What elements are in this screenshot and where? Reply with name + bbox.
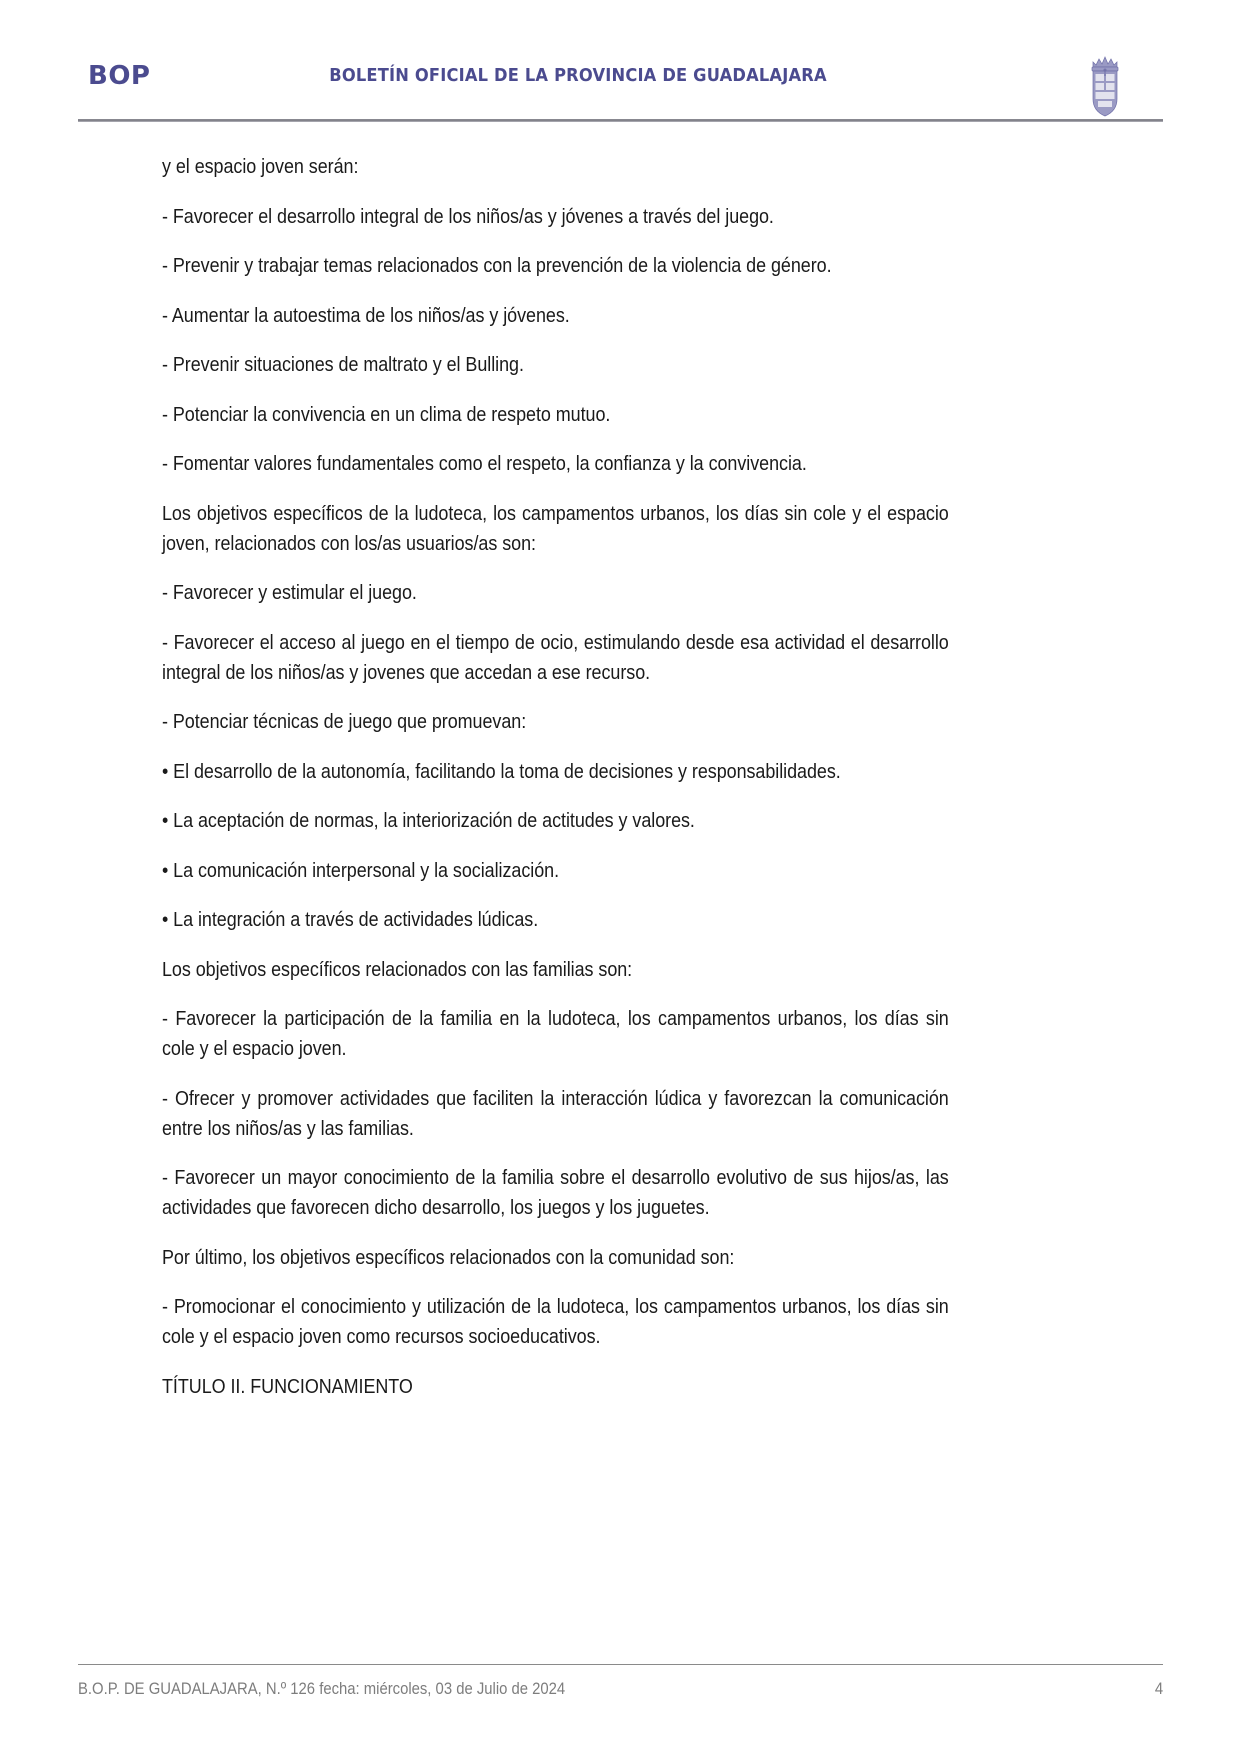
footer-page-number: 4 — [1154, 1679, 1163, 1698]
paragraph: - Favorecer la participación de la familia en la ludoteca, los campamentos urbanos, los días sin cole y el espacio joven. — [162, 1008, 949, 1060]
coat-of-arms-icon — [1085, 53, 1125, 119]
paragraph: Los objetivos específicos de la ludoteca, los campamentos urbanos, los días sin cole y el espacio joven, relacionados con los/as usuarios/as son: — [162, 502, 949, 555]
paragraph: - Aumentar la autoestima de los niños/as y jóvenes. — [162, 304, 570, 327]
paragraph: - Ofrecer y promover actividades que faciliten la interacción lúdica y favorezcan la comunicación entre los niños/as y las familias. — [162, 1087, 949, 1140]
footer-publication-info: B.O.P. DE GUADALAJARA, N.º 126 fecha: miércoles, 03 de Julio de 2024 — [78, 1679, 566, 1698]
bullet-paragraph: • La aceptación de normas, la interiorización de actitudes y valores. — [162, 810, 695, 832]
bop-logo: BOP — [88, 61, 151, 91]
paragraph: - Potenciar técnicas de juego que promuevan: — [162, 711, 527, 733]
bulletin-title: BOLETÍN OFICIAL DE LA PROVINCIA DE GUADALAJARA — [329, 66, 827, 86]
paragraph: - Favorecer el acceso al juego en el tiempo de ocio, estimulando desde esa actividad el desarrollo integral de los niños/as y jovenes que accedan a ese recurso. — [162, 631, 949, 684]
paragraph: - Prevenir y trabajar temas relacionados con la prevención de la violencia de género. — [162, 255, 832, 277]
bullet-paragraph: • La comunicación interpersonal y la socialización. — [162, 859, 560, 882]
paragraph: - Favorecer el desarrollo integral de los niños/as y jóvenes a través del juego. — [162, 205, 774, 228]
bullet-paragraph: • La integración a través de actividades lúdicas. — [162, 909, 539, 931]
paragraph: - Favorecer un mayor conocimiento de la familia sobre el desarrollo evolutivo de sus hijos/as, las actividades que favorecen dicho desarrollo, los juegos y los juguetes. — [162, 1167, 949, 1219]
paragraph: Los objetivos específicos relacionados con las familias son: — [162, 958, 633, 981]
header-divider — [78, 119, 1163, 122]
paragraph: - Potenciar la convivencia en un clima de respeto mutuo. — [162, 403, 611, 426]
paragraph: - Prevenir situaciones de maltrato y el Bulling. — [162, 354, 524, 376]
paragraph: - Fomentar valores fundamentales como el respeto, la confianza y la convivencia. — [162, 453, 807, 475]
page-footer — [78, 1676, 1163, 1702]
paragraph: Por último, los objetivos específicos relacionados con la comunidad son: — [162, 1246, 735, 1269]
bullet-paragraph: • El desarrollo de la autonomía, facilitando la toma de decisiones y responsabilidades. — [162, 760, 841, 783]
paragraph: - Promocionar el conocimiento y utilización de la ludoteca, los campamentos urbanos, los días sin cole y el espacio joven como recursos socioeducativos. — [162, 1296, 949, 1348]
footer-divider — [78, 1664, 1163, 1665]
paragraph: y el espacio joven serán: — [162, 156, 359, 178]
page-header — [78, 46, 1163, 120]
paragraph: - Favorecer y estimular el juego. — [162, 582, 417, 604]
document-body — [162, 152, 949, 1402]
section-heading: TÍTULO II. FUNCIONAMIENTO — [162, 1375, 413, 1398]
